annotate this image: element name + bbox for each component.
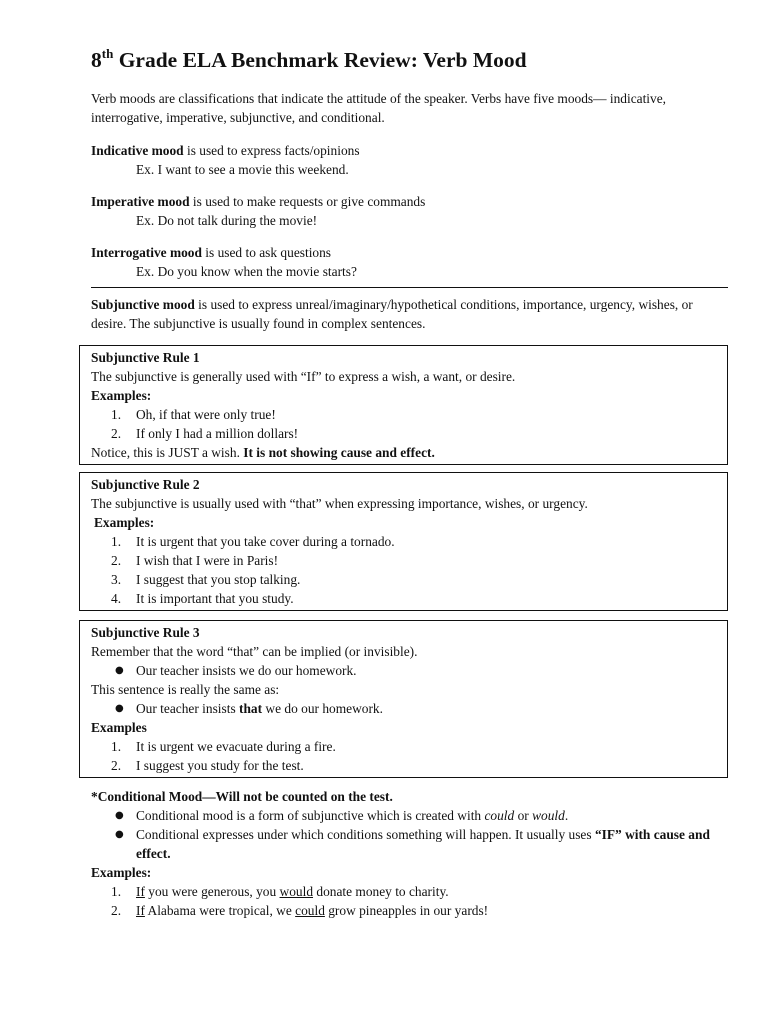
subjunctive-rule-1-box — [79, 345, 728, 465]
examples-list — [91, 737, 727, 775]
mood-term: Subjunctive mood — [91, 297, 195, 312]
list-item: 1. It is urgent we evacuate during a fire. — [111, 739, 336, 754]
list-item: ● Conditional expresses under which conditions something will happen. It usually uses “IF” with cause and effect. — [115, 827, 710, 861]
rule-heading: Subjunctive Rule 1 — [91, 350, 200, 365]
conditional-mood-section — [91, 787, 731, 920]
examples-label: Examples: — [91, 865, 152, 880]
rule-heading: Subjunctive Rule 2 — [91, 477, 200, 492]
list-item: 2. If only I had a million dollars! — [111, 426, 299, 441]
subjunctive-rule-3-box: Subjunctive Rule 3 Remember that the word “that” can be implied (or invisible). ● Our teacher insists we do our homework. This sentence is really the same as: ● Our teacher insists that we do our homework. Examples 1. It is urgent we evacuate during a fire. 2. I suggest you study for the test. — [79, 620, 728, 778]
horizontal-divider — [91, 287, 728, 288]
mood-term: Interrogative mood — [91, 245, 202, 260]
rule-text: The subjunctive is usually used with “that” when expressing importance, wishes, or urgency. — [91, 496, 588, 511]
list-item: ● Conditional mood is a form of subjunctive which is created with could or would. — [115, 808, 569, 823]
mood-example: Ex. Do you know when the movie starts? — [136, 264, 357, 279]
rule-text: The subjunctive is generally used with “If” to express a wish, a want, or desire. — [91, 369, 516, 384]
list-item: 2. I wish that I were in Paris! — [111, 553, 279, 568]
list-item: 2. If Alabama were tropical, we could grow pineapples in our yards! — [111, 903, 489, 918]
list-item: ● Our teacher insists we do our homework. — [115, 663, 357, 678]
mood-example: Ex. Do not talk during the movie! — [136, 213, 318, 228]
subjunctive-rule-2-box — [79, 472, 728, 611]
mood-term: Indicative mood — [91, 143, 184, 158]
examples-list — [91, 405, 727, 443]
interrogative-mood-section: Interrogative mood is used to ask questions Ex. Do you know when the movie starts? — [91, 243, 731, 281]
rule-heading: Subjunctive Rule 3 — [91, 625, 200, 640]
list-item: 1. It is urgent that you take cover during a tornado. — [111, 534, 395, 549]
mood-example: Ex. I want to see a movie this weekend. — [136, 162, 349, 177]
rule-note: Notice, this is JUST a wish. It is not showing cause and effect. — [91, 445, 435, 460]
rule-text: Remember that the word “that” can be implied (or invisible). — [91, 644, 418, 659]
list-item: 1. If you were generous, you would donate money to charity. — [111, 884, 449, 899]
subjunctive-mood-section: Subjunctive mood is used to express unreal/imaginary/hypothetical conditions, importance, urgency, wishes, or desire. The subjunctive is usually found in complex sentences. — [91, 297, 693, 331]
page-title: 8th Grade ELA Benchmark Review: Verb Mood — [91, 46, 527, 72]
mood-term: Imperative mood — [91, 194, 190, 209]
examples-list — [91, 882, 731, 920]
examples-label: Examples — [91, 720, 147, 735]
examples-label: Examples: — [91, 388, 152, 403]
list-item: 4. It is important that you study. — [111, 591, 294, 606]
section-heading: *Conditional Mood—Will not be counted on the test. — [91, 789, 393, 804]
indicative-mood-section: Indicative mood is used to express facts/opinions Ex. I want to see a movie this weekend. — [91, 141, 731, 179]
imperative-mood-section: Imperative mood is used to make requests or give commands Ex. Do not talk during the movie! — [91, 192, 731, 230]
intro-paragraph: Verb moods are classifications that indicate the attitude of the speaker. Verbs have five moods— indicative, interrogative, imperative, subjunctive, and conditional. — [91, 91, 667, 125]
list-item: 1. Oh, if that were only true! — [111, 407, 276, 422]
examples-list — [91, 532, 727, 608]
list-item: 2. I suggest you study for the test. — [111, 758, 304, 773]
list-item: 3. I suggest that you stop talking. — [111, 572, 301, 587]
examples-label: Examples: — [94, 515, 155, 530]
list-item: ● Our teacher insists that we do our homework. — [115, 701, 383, 716]
